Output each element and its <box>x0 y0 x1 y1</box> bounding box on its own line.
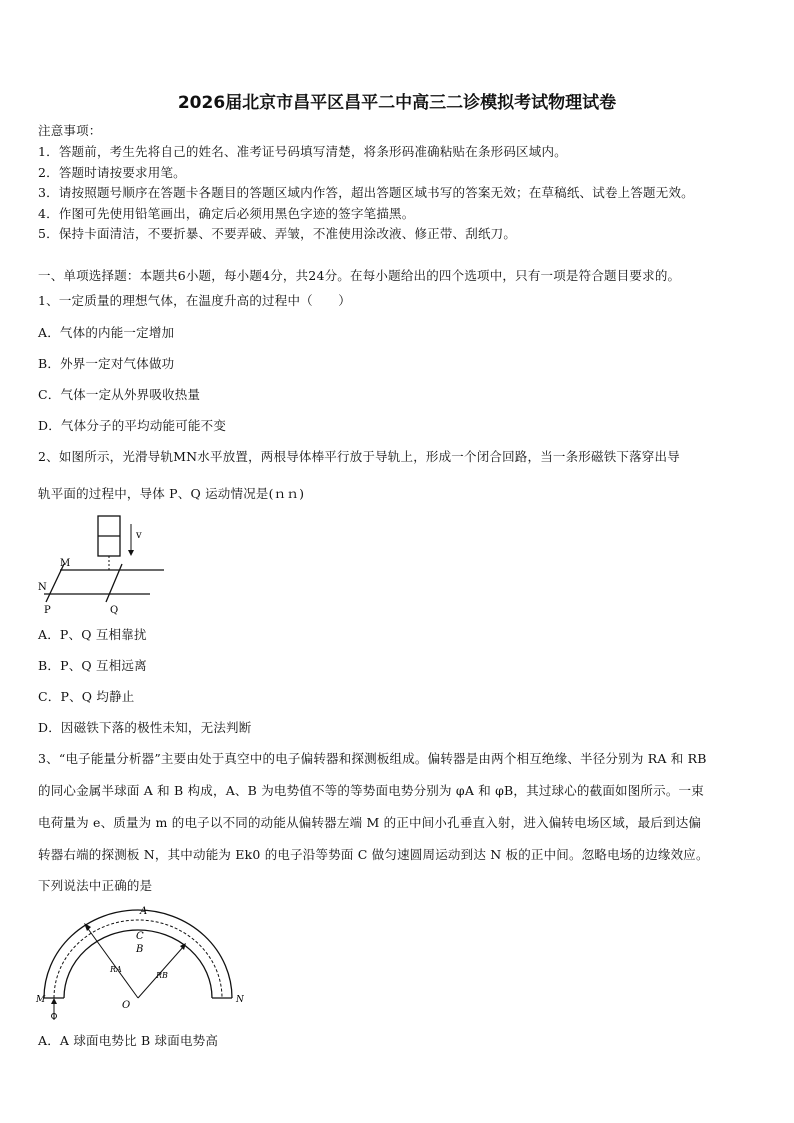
label-m: M <box>36 995 46 1005</box>
velocity-arrowhead <box>128 550 134 556</box>
notice-item-3: 3．请按照题号顺序在答题卡各题目的答题区域内作答，超出答题区域书写的答案无效；在草稿纸、试卷上答题无效。 <box>38 185 694 200</box>
q3-line-1: 3、“电子能量分析器”主要由处于真空中的电子偏转器和探测板组成。偏转器是由两个相互绝缘、半径分别为 RA 和 RB <box>38 751 707 766</box>
label-q: Q <box>110 605 119 616</box>
q3-option-a: A．A 球面电势比 B 球面电势高 <box>38 1033 219 1048</box>
q3-line-3: 电荷量为 e、质量为 m 的电子以不同的动能从偏转器左端 M 的正中间小孔垂直入射，进入偏转电场区域，最后到达偏 <box>38 815 702 830</box>
notice-item-4: 4．作图可先使用铅笔画出，确定后必须用黑色字迹的签字笔描黑。 <box>38 206 415 221</box>
q1-stem: 1、一定质量的理想气体，在温度升高的过程中（ ） <box>38 293 351 308</box>
q2-option-b: B．P、Q 互相远离 <box>38 658 147 673</box>
label-n: N <box>236 995 244 1005</box>
q3-figure <box>34 902 244 1024</box>
q1-option-d: D．气体分子的平均动能可能不变 <box>38 418 227 433</box>
q1-option-a: A．气体的内能一定增加 <box>38 325 175 340</box>
rod-p <box>46 564 64 602</box>
q2-option-c: C．P、Q 均静止 <box>38 689 135 704</box>
section-heading: 一、单项选择题：本题共6小题，每小题4分，共24分。在每小题给出的四个选项中，只有一项是符合题目要求的。 <box>38 268 681 283</box>
q3-line-4: 转器右端的探测板 N，其中动能为 Ek0 的电子沿等势面 C 做匀速圆周运动到达 N 板的正中间。忽略电场的边缘效应。 <box>38 847 709 862</box>
q1-option-c: C．气体一定从外界吸收热量 <box>38 387 201 402</box>
radius-ra <box>86 926 138 998</box>
notice-item-1: 1．答题前，考生先将自己的姓名、准考证号码填写清楚，将条形码准确粘贴在条形码区域内。 <box>38 144 567 159</box>
label-b: B <box>136 944 144 955</box>
notice-item-5: 5．保持卡面清洁，不要折暴、不要弄破、弄皱，不准使用涂改液、修正带、刮纸刀。 <box>38 226 517 241</box>
page-title: 2026届北京市昌平区昌平二中高三二诊模拟考试物理试卷 <box>177 93 617 113</box>
notice-item-2: 2．答题时请按要求用笔。 <box>38 165 186 180</box>
q2-option-a: A．P、Q 互相靠扰 <box>38 627 147 642</box>
q2-stem-line1: 2、如图所示，光滑导轨MN水平放置，两根导体棒平行放于导轨上，形成一个闭合回路，当一条形磁铁下落穿出导 <box>38 449 680 464</box>
label-p: P <box>44 605 51 616</box>
label-rb: RB <box>156 971 168 980</box>
q3-line-2: 的同心金属半球面 A 和 B 构成，A、B 为电势值不等的等势面电势分别为 φA 和 φB，其过球心的截面如图所示。一束 <box>38 783 704 798</box>
q3-line-5: 下列说法中正确的是 <box>38 878 153 893</box>
label-o: O <box>122 1000 131 1011</box>
q2-stem-line2: 轨平面的过程中，导体 P、Q 运动情况是(ｎｎ) <box>38 486 305 501</box>
electron-entry-arrowhead <box>51 998 57 1004</box>
label-c: C <box>136 931 144 942</box>
label-a: A <box>140 906 148 917</box>
q2-figure <box>36 510 176 620</box>
q2-option-d: D．因磁铁下落的极性未知，无法判断 <box>38 720 252 735</box>
label-m: M <box>60 558 71 569</box>
q1-option-b: B．外界一定对气体做功 <box>38 356 175 371</box>
notice-heading: 注意事项： <box>38 123 102 138</box>
label-ra: RA <box>110 965 122 974</box>
velocity-label: v <box>136 530 142 541</box>
label-n: N <box>38 582 47 593</box>
